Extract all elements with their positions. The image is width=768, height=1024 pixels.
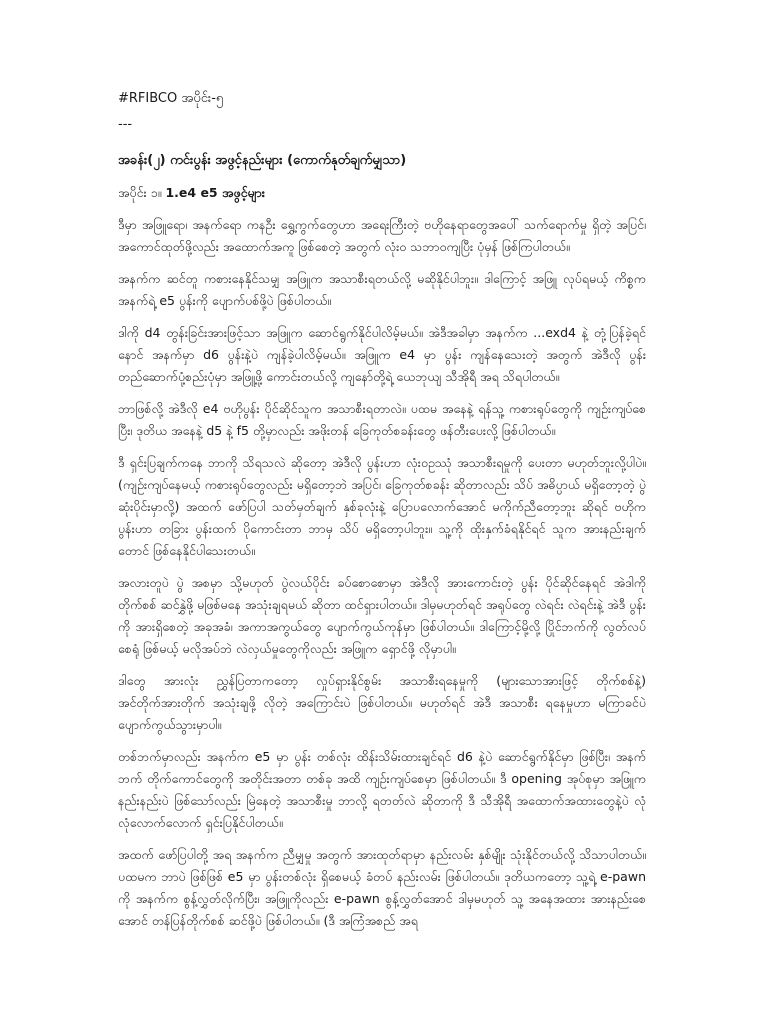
document-page (118, 88, 646, 942)
section-prefix: အပိုင်း ၁။ (118, 185, 162, 200)
chapter-heading: အခန်း(၂) ကင်းပွန်း အဖွင့်နည်းများ (ကောက်နုတ်ချက်မျှသာ) (118, 153, 407, 168)
paragraph: အလားတူပဲ ပွဲ အစမှာ သို့မဟုတ် ပွဲလယ်ပိုင်း ခပ်စောစောမှာ အဲဒီလို အားကောင်းတဲ့ ပွန်း ပိုင်ဆိုင်နေရင် အဲဒါကို တိုက်စစ် ဆင်နွှဲဖို့ မဖြစ်မနေ အသုံးချရမယ် ဆိုတာ ထင်ရှားပါတယ်။ ဒါမှမဟုတ်ရင် အရုပ်တွေ လဲရင်း လဲရင်းနဲ့ အဲဒီ ပွန်းကို အားရှိစေတဲ့ အခုအခံ၊ အကာအကွယ်တွေ ပျောက်ကွယ်ကုန်မှာ ဖြစ်ပါတယ်။ ဒါကြောင့်မို့လို့ ပြိုင်ဘက်ကို လွတ်လပ်စေရုံ ဖြစ်မယ့် မလိုအပ်ဘဲ လဲလှယ်မှုတွေကိုလည်း အဖြူက ရှောင်ဖို့ လိုမှာပါ။ (118, 575, 646, 656)
post-tag: #RFIBCO အပိုင်း-၅ (118, 91, 224, 106)
section-heading (118, 182, 646, 204)
paragraph: ဘာဖြစ်လို့ အဲဒီလို e4 ဗဟိုပွန်း ပိုင်ဆိုင်သူက အသာစီးရတာလဲ။ ပထမ အနေနဲ့ ရန်သူ့ ကစားရုပ်တွေကို ကျဉ်းကျပ်စေပြီး၊ ဒုတိယ အနေနဲ့ d5 နဲ့ f5 တို့မှာလည်း အဖိုးတန် ခြေကုတ်စခန်းတွေ ဖန်တီးပေးလို့ ဖြစ်ပါတယ်။ (118, 401, 646, 438)
paragraph: တစ်ဘက်မှာလည်း အနက်က e5 မှာ ပွန်း တစ်လုံး ထိန်းသိမ်းထားချင်ရင် d6 နဲ့ပဲ ဆောင်ရွက်နိုင်မှာ ဖြစ်ပြီး၊ အနက်ဘက် တိုက်ကောင်တွေကို အတိုင်းအတာ တစ်ခု အထိ ကျဉ်းကျပ်စေမှာ ဖြစ်ပါတယ်။ ဒီ opening အုပ်စုမှာ အဖြူက နည်းနည်းပဲ ဖြစ်သော်လည်း မြဲနေတဲ့ အသာစီးမှု ဘာလို့ ရတတ်လဲ ဆိုတာကို ဒီ သီအိုရီ အထောက်အထားတွေနဲ့ပဲ လုံလုံလောက်လောက် ရှင်းပြနိုင်ပါတယ်။ (118, 749, 646, 830)
separator: --- (118, 117, 133, 132)
paragraph: ဒီမှာ အဖြူရော၊ အနက်ရော ကနဦး ရွှေ့ကွက်တွေဟာ အရေးကြီးတဲ့ ဗဟိုနေရာတွေအပေါ် သက်ရောက်မှု ရှိတဲ့ အပြင်၊ အကောင်ထုတ်ဖို့လည်း အထောက်အကူ ဖြစ်စေတဲ့ အတွက် လုံးဝ သဘာဝကျပြီး ပုံမှန် ဖြစ်ကြပါတယ်။ (118, 217, 646, 254)
paragraph: ဒါတွေ အားလုံး ညွှန်ပြတာကတော့ လှုပ်ရှားနိုင်စွမ်း အသာစီးရနေမှုကို (များသောအားဖြင့် တိုက်စစ်နဲ့) အင်တိုက်အားတိုက် အသုံးချဖို့ လိုတဲ့ အကြောင်းပဲ ဖြစ်ပါတယ်။ မဟုတ်ရင် အဲဒီ အသာစီး ရနေမှုဟာ မကြာခင်ပဲ ပျောက်ကွယ်သွားမှာပါ။ (118, 673, 646, 732)
paragraph: ဒါကို d4 တွန်းခြင်းအားဖြင့်သာ အဖြူက ဆောင်ရွက်နိုင်ပါလိမ့်မယ်။ အဲဒီအခါမှာ အနက်က ...exd4 နဲ့ တုံ့ပြန်ခဲ့ရင် နောင် အနက်မှာ d6 ပွန်းနဲ့ပဲ ကျန်ခဲ့ပါလိမ့်မယ်။ အဖြူက e4 မှာ ပွန်း ကျန်နေသေးတဲ့ အတွက် အဲဒီလို ပွန်းတည်ဆောက်ပုံ့စည်းပုံမှာ အဖြူ့ဖို့ ကောင်းတယ်လို့ ကျနော်တို့ရဲ့ ယေဘုယျ သီအိုရီ အရ သိရပါတယ်။ (118, 325, 646, 384)
paragraph: ဒီ ရှင်းပြချက်ကနေ ဘာကို သိရသလဲ ဆိုတော့ အဲဒီလို ပွန်းဟာ လုံးဝဥဿုံ အသာစီးရမှုကို ပေးတာ မဟုတ်ဘူးလို့ပါပဲ။ (ကျဉ်းကျပ်နေမယ့် ကစားရုပ်တွေလည်း မရှိတော့ဘဲ အပြင်၊ ခြေကုတ်စခန်း ဆိုတာလည်း သိပ် အဓိပ္ပာယ် မရှိတော့တဲ့ ပွဲဆုံးပိုင်းမှာလို့) အထက် ဖော်ပြပါ သတ်မှတ်ချက် နှစ်ခုလုံးနဲ့ ပြောပလောက်အောင် မကိုက်ညီတော့ဘူး ဆိုရင် ဗဟိုက ပွန်းဟာ တခြား ပွန်းထက် ပိုကောင်းတာ ဘာမှ သိပ် မရှိတော့ပါဘူး။ သူ့ကို ထိုးနှက်ခံရနိုင်ရင် သူက အားနည်းချက်တောင် ဖြစ်နေနိုင်ပါသေးတယ်။ (118, 455, 646, 558)
section-title: 1.e4 e5 အဖွင့်များ (165, 185, 265, 200)
paragraph: အထက် ဖော်ပြပါတို့ အရ အနက်က ညီမျှမှု အတွက် အားထုတ်ရာမှာ နည်းလမ်း နှစ်မျိုး သုံးနိုင်တယ်လို့ သိသာပါတယ်။ ပထမက ဘာပဲ ဖြစ်ဖြစ် e5 မှာ ပွန်းတစ်လုံး ရှိစေမယ့် ခံတပ် နည်းလမ်း ဖြစ်ပါတယ်။ ဒုတိယကတော့ သူ့ရဲ့ e-pawn ကို အနက်က စွန့်လွှတ်လိုက်ပြီး၊ အဖြူကိုလည်း e-pawn စွန့်လွှတ်အောင် ဒါမှမဟုတ် သူ့ အနေအထား အားနည်းစေအောင် တန်ပြန်တိုက်စစ် ဆင်ဖို့ပဲ ဖြစ်ပါတယ်။ (ဒီ အကြံအစည် အရ (118, 847, 646, 928)
paragraph: အနက်က ဆင်တူ ကစားနေနိုင်သမျှ အဖြူက အသာစီးရတယ်လို့ မဆိုနိုင်ပါဘူး။ ဒါကြောင့် အဖြူ လုပ်ရမယ့် ကိစ္စက အနက်ရဲ့ e5 ပွန်းကို ပျောက်ပစ်ဖို့ပဲ ဖြစ်ပါတယ်။ (118, 271, 646, 308)
